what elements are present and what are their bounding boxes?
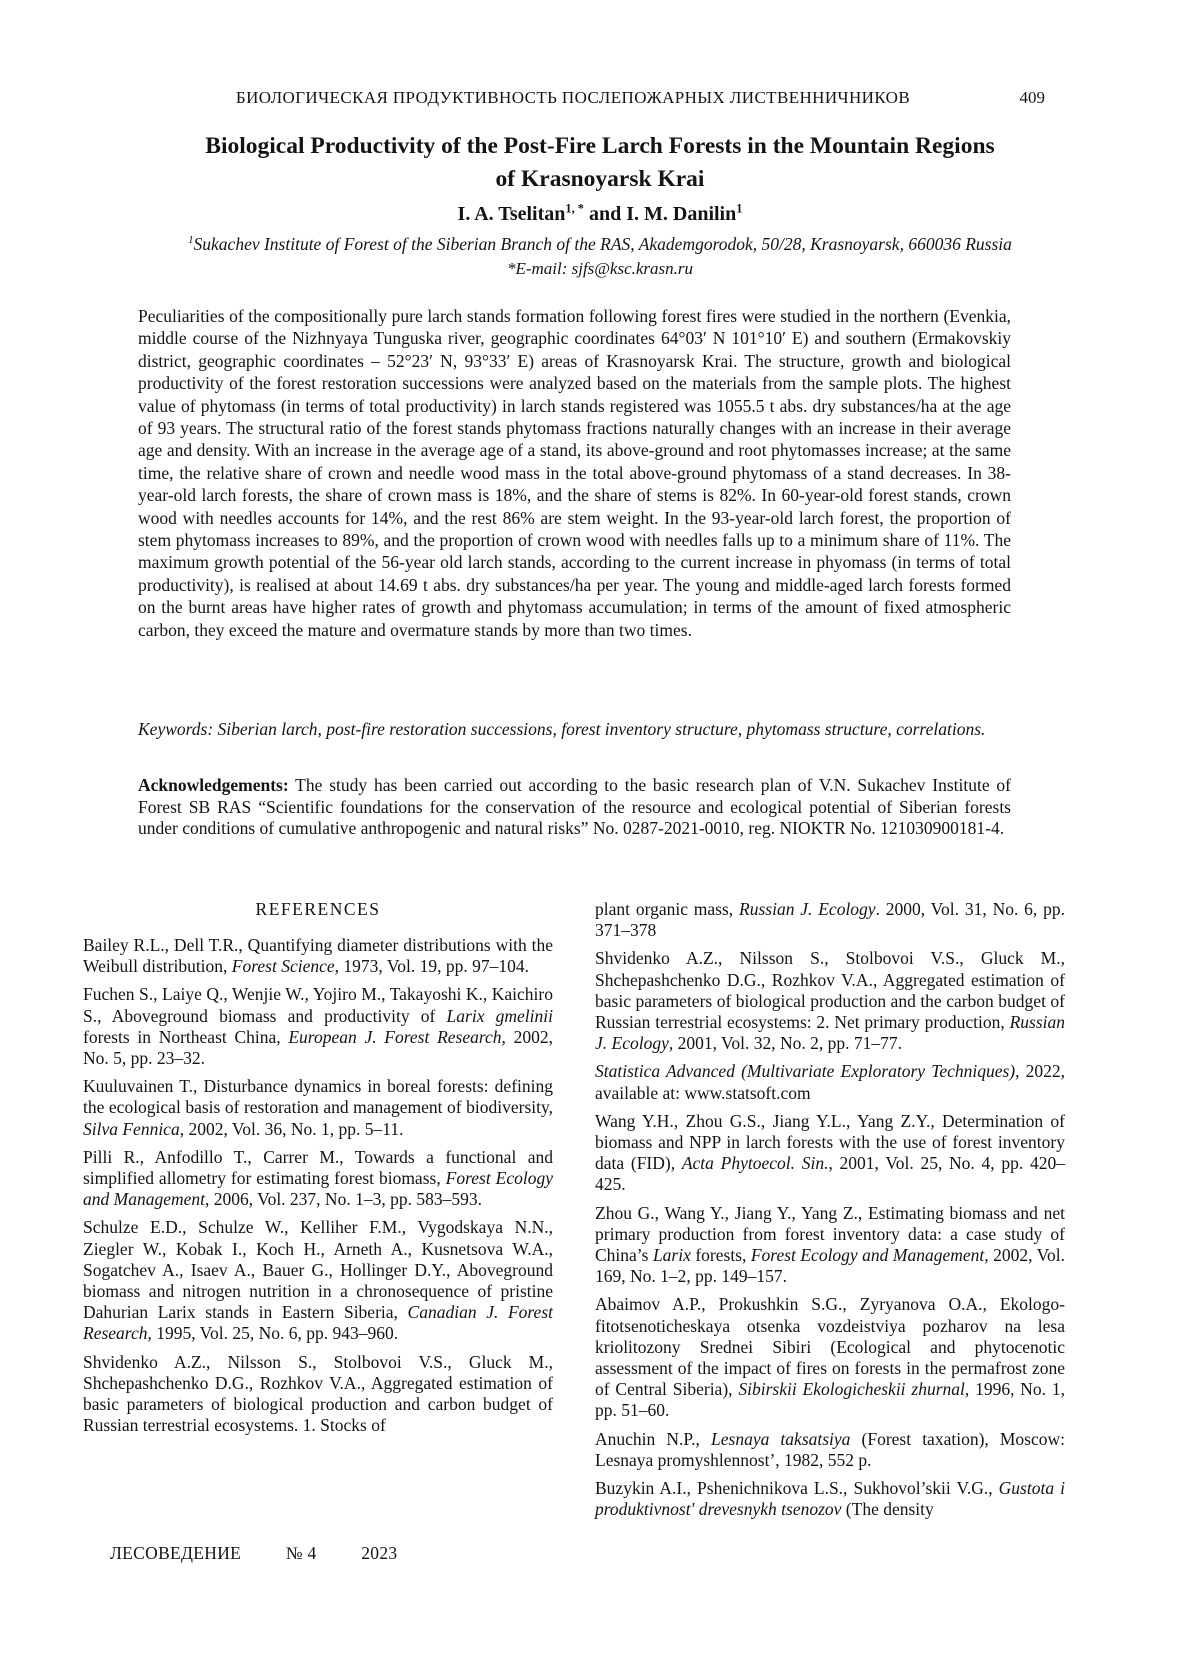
text-segment: Abaimov A.P., Prokushkin S.G., Zyryanova O.A., Ekologo-fitotsenoticheskaya otsenka vozdeistviya pozharov na lesa kriolitozony Srednei Sibiri (Ecological and phytocenotic assessment of the impact of fires on forests in the permafrost zone of Central Siberia),	[595, 1294, 1065, 1400]
references-heading: REFERENCES	[255, 899, 381, 919]
article-title-line2: of Krasnoyarsk Krai	[495, 166, 705, 192]
text-segment: Forest Science	[231, 956, 335, 977]
text-segment: plant organic mass,	[595, 899, 740, 919]
text-segment: Anuchin N.P.,	[595, 1428, 712, 1449]
journal-name: ЛЕСОВЕДЕНИЕ	[110, 1543, 242, 1563]
text-segment: Shvidenko A.Z., Nilsson S., Stolbovoi V.S., Gluck M., Shchepashchenko D.G., Rozhkov V.A., Aggregated estimation of basic parameters of biological production and the carbon budget of Russian terrestrial ecosystems: 2. Net primary production,	[595, 948, 1065, 1033]
text-segment: , 2022, available at: www.statsoft.com	[595, 1061, 1065, 1103]
text-segment: Acta Phytoecol. Sin.	[681, 1153, 829, 1174]
text-segment: , 2006, Vol. 237, No. 1–3, pp. 583–593.	[205, 1189, 482, 1210]
reference-item	[595, 948, 1065, 1054]
text-segment: Silva Fennica	[83, 1118, 180, 1139]
article-title-line1: Biological Productivity of the Post-Fire Larch Forests in the Mountain Regions	[205, 133, 995, 159]
text-segment: Shvidenko A.Z., Nilsson S., Stolbovoi V.S., Gluck M., Shchepashchenko D.G., Rozhkov V.A., Aggregated estimation of basic parameters of biological production and carbon budget of Russian terrestrial ecosystems. 1. Stocks of	[83, 1351, 553, 1436]
text-segment: Sukachev Institute of Forest of the Siberian Branch of the RAS, Akademgorodok, 50/28, Krasnoyarsk, 660036 Russia	[193, 234, 1012, 254]
text-segment: Buzykin A.I., Pshenichnikova L.S., Sukhovol’skii V.G.,	[595, 1478, 999, 1499]
acknowledgements-label: Acknowledgements:	[138, 775, 289, 795]
text-segment: (Forest taxation), Moscow: Lesnaya promyshlennost’, 1982, 552 p.	[595, 1428, 1066, 1470]
references-section	[83, 899, 1065, 1527]
page-footer	[110, 1543, 397, 1564]
text-segment: European J. Forest Research	[288, 1026, 502, 1047]
reference-item	[83, 1217, 553, 1344]
reference-item	[595, 1203, 1065, 1288]
text-segment: 1	[188, 234, 194, 247]
text-segment: (The density	[841, 1499, 934, 1520]
text-segment: . 2000, Vol. 31, No. 6, pp. 371–378	[595, 899, 1065, 941]
text-segment: Lesnaya taksatsiya	[711, 1428, 851, 1449]
text-segment: Sibirskii Ekologicheskii zhurnal	[738, 1379, 965, 1400]
abstract-paragraph: Peculiarities of the compositionally pure larch stands formation following forest fires were studied in the northern (Evenkia, middle course of the Nizhnyaya Tunguska river, geographic coordinates 64°03′ N 101°10′ E) and southern (Ermakovskiy district, geographic coordinates – 52°23′ N, 93°33′ E) areas of Krasnoyarsk Krai. The structure, growth and biological productivity of the forest restoration successions were analyzed based on the materials from the sample plots. The highest value of phytomass (in terms of total productivity) in larch stands registered was 1055.5 t abs. dry substances/ha at the age of 93 years. The structural ratio of the forest stands phytomass fractions naturally changes with an increase in their average age and density. With an increase in the average age of a stand, its above-ground and root phytomasses increase; at the same time, the relative share of crown and needle wood mass in the total above-ground phytomass of a stand decreases. In 38-year-old larch forests, the share of crown mass is 18%, and the share of stems is 82%. In 60-year-old forest stands, crown wood with needles accounts for 14%, and the rest 86% are stem weight. In the 93-year-old larch forest, the proportion of stem phytomass increases to 89%, and the proportion of crown wood with needles falls up to a minimum share of 11%. The maximum growth potential of the 56-year old larch stands, according to the current increase in phyomass (in terms of total productivity), is realised at about 14.69 t abs. dry substances/ha per year. The young and middle-aged larch forests formed on the burnt areas have higher rates of growth and phytomass accumulation; in terms of the amount of fixed atmospheric carbon, they exceed the mature and overmature stands by more than two times.	[138, 306, 1011, 640]
reference-item	[595, 1061, 1065, 1103]
text-segment: , 2001, Vol. 32, No. 2, pp. 71–77.	[668, 1033, 903, 1054]
reference-item	[595, 1478, 1065, 1520]
text-segment: I. A. Tselitan	[457, 203, 566, 225]
year: 2023	[361, 1543, 398, 1563]
text-segment: Fuchen S., Laiye Q., Wenjie W., Yojiro M., Takayoshi K., Kaichiro S., Aboveground biomass and productivity of	[83, 984, 553, 1026]
text-segment: , 2002, Vol. 169, No. 1–2, pp. 149–157.	[595, 1245, 1065, 1287]
running-head	[83, 88, 1063, 108]
text-segment: Kuuluvainen T., Disturbance dynamics in boreal forests: defining the ecological basis of restoration and management of biodiversity,	[83, 1076, 553, 1118]
text-segment: Forest Ecology and Management	[83, 1168, 553, 1210]
reference-item	[595, 899, 1065, 941]
text-segment: , 1995, Vol. 25, No. 6, pp. 943–960.	[147, 1323, 399, 1344]
article-title	[0, 130, 1200, 196]
acknowledgements-paragraph	[138, 775, 1011, 840]
text-segment: Pilli R., Anfodillo T., Carrer M., Towards a functional and simplified allometry for estimating forest biomass,	[83, 1146, 553, 1189]
text-segment: Russian J. Ecology	[595, 1012, 1065, 1054]
text-segment: Forest Ecology and Management	[750, 1245, 985, 1266]
text-segment: and I. M. Danilin	[583, 203, 737, 225]
text-segment: Russian J. Ecology	[739, 899, 876, 919]
references-left-column	[83, 899, 553, 1443]
reference-item	[83, 1147, 553, 1211]
authors-line	[0, 203, 1200, 226]
affiliation-line	[0, 234, 1200, 255]
keywords-paragraph: Keywords: Siberian larch, post-fire restoration successions, forest inventory structure, phytomass structure, correlations.	[138, 719, 986, 739]
email-line: *E-mail: sjfs@ksc.krasn.ru	[506, 259, 694, 278]
references-right-column	[595, 899, 1065, 1527]
acknowledgements-text: The study has been carried out according to the basic research plan of V.N. Sukachev Institute of Forest SB RAS “Scientific foundations for the conservation of the resource and ecological potential of Siberian forests under conditions of cumulative anthropogenic and natural risks” No. 0287-2021-0010, reg. NIOKTR No. 121030900181-4.	[138, 775, 1011, 838]
running-head-text: БИОЛОГИЧЕСКАЯ ПРОДУКТИВНОСТЬ ПОСЛЕПОЖАРНЫХ ЛИСТВЕННИЧНИКОВ	[235, 88, 911, 107]
text-segment: , 2002, No. 5, pp. 23–32.	[83, 1026, 553, 1069]
text-segment: , 2001, Vol. 25, No. 4, pp. 420–425.	[595, 1153, 1065, 1195]
text-segment: Canadian J. Forest Research	[83, 1302, 553, 1344]
text-segment: 1	[736, 201, 743, 216]
reference-item	[595, 1429, 1065, 1471]
text-segment: Wang Y.H., Zhou G.S., Jiang Y.L., Yang Z.Y., Determination of biomass and NPP in larch forests with the use of forest inventory data (FID),	[595, 1110, 1065, 1174]
text-segment: Larix	[652, 1245, 691, 1266]
text-segment: Schulze E.D., Schulze W., Kelliher F.M., Vygodskaya N.N., Ziegler W., Kobak I., Koch H., Arneth A., Kusnetsova W.A., Sogatchev A., Isaev A., Bauer G., Hollinger D.Y., Aboveground biomass and nitrogen nutrition in a chronosequence of pristine Dahurian Larix stands in Eastern Siberia,	[83, 1217, 553, 1323]
text-segment: 1, *	[565, 201, 584, 216]
text-segment: Gustota i produktivnost' drevesnykh tsenozov	[595, 1478, 1065, 1520]
issue-number: № 4	[285, 1543, 317, 1563]
reference-item	[83, 1352, 553, 1437]
reference-item	[83, 1076, 553, 1140]
text-segment: , 1996, No. 1, pp. 51–60.	[595, 1379, 1066, 1421]
text-segment: Zhou G., Wang Y., Jiang Y., Yang Z., Estimating biomass and net primary production from forest inventory data: a case study of China’s	[595, 1202, 1065, 1266]
text-segment: Statistica Advanced (Multivariate Exploratory Techniques)	[595, 1061, 1016, 1082]
text-segment: forests in Northeast China,	[83, 1026, 289, 1047]
reference-item	[595, 1294, 1065, 1421]
text-segment: , 1973, Vol. 19, pp. 97–104.	[334, 956, 529, 977]
reference-item	[83, 935, 553, 977]
reference-item	[83, 984, 553, 1069]
text-segment: , 2002, Vol. 36, No. 1, pp. 5–11.	[179, 1118, 404, 1139]
text-segment: Larix gmelinii	[446, 1005, 553, 1026]
text-segment: forests,	[690, 1245, 751, 1266]
page-number: 409	[1019, 88, 1045, 107]
text-segment: Bailey R.L., Dell T.R., Quantifying diameter distributions with the Weibull distribution,	[83, 935, 553, 977]
reference-item	[595, 1111, 1065, 1196]
